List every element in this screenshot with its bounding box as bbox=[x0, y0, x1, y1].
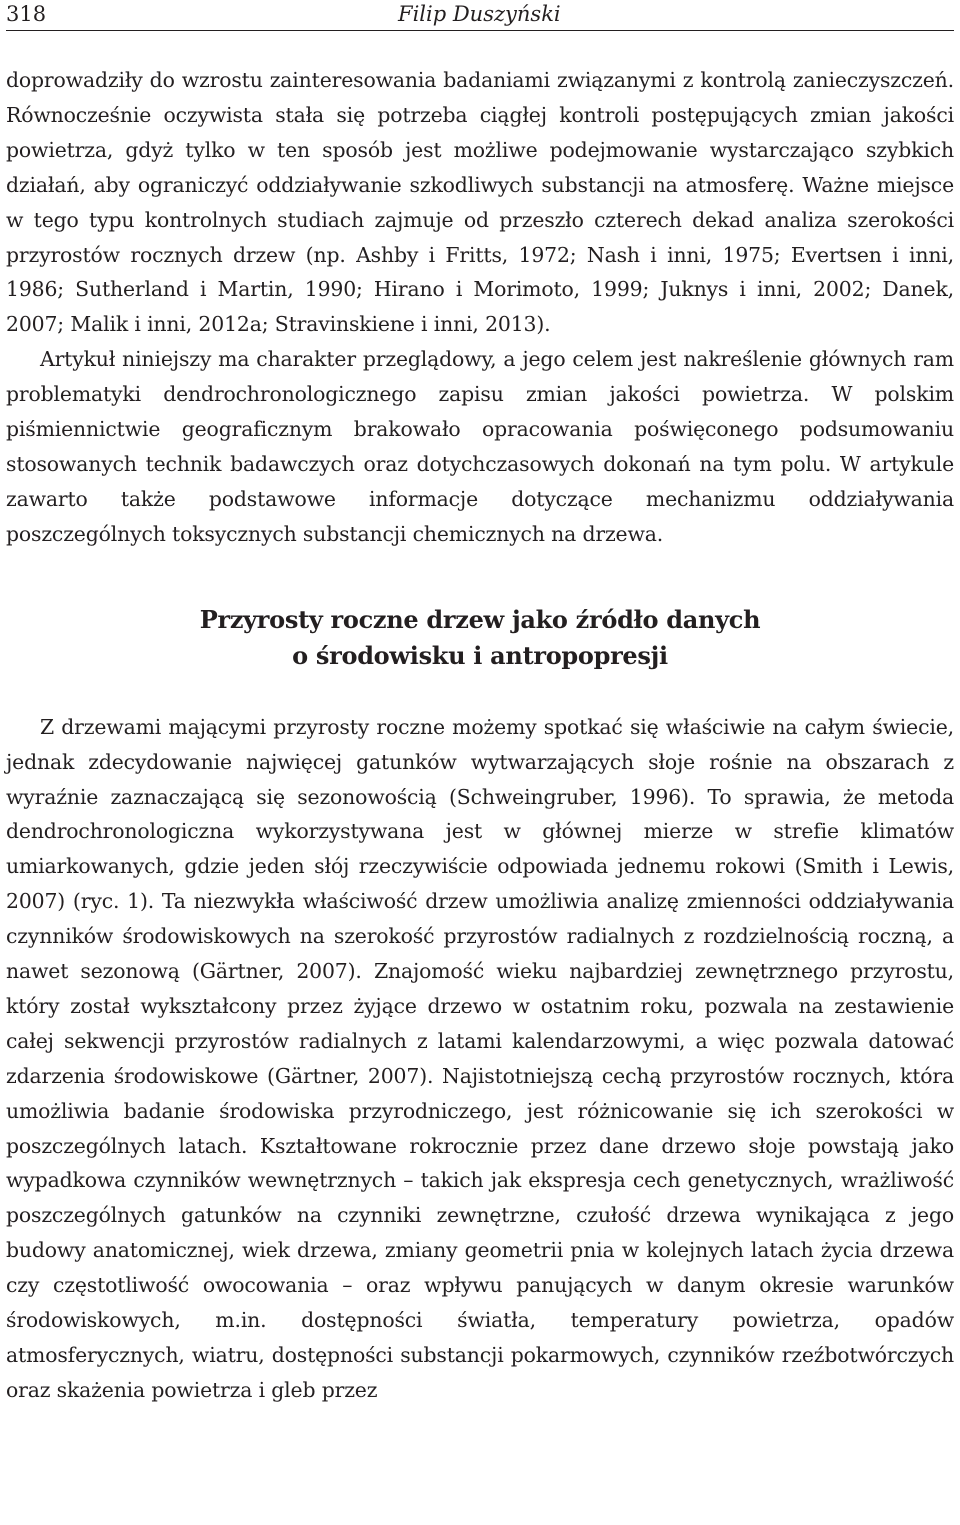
body-paragraph: Artykuł niniejszy ma charakter przeglądowy, a jego celem jest nakreślenie głównych ram problematyki dendrochronologicznego zapisu zmian jakości powietrza. W polskim piśmiennictwie geograficznym brakowało opracowania poświęconego podsumowaniu stosowanych technik badawczych oraz dotychczasowych dokonań na tym polu. W artykule zawarto także podstawowe informacje dotyczące mechanizmu oddziaływania poszczególnych toksycznych substancji chemicznych na drzewa. bbox=[6, 347, 954, 546]
document-page bbox=[6, 0, 954, 1408]
section-heading-line: o środowisku i antropopresji bbox=[292, 640, 668, 670]
body-paragraph: Z drzewami mającymi przyrosty roczne możemy spotkać się właściwie na całym świecie, jednak zdecydowanie najwięcej gatunków wytwarzających słoje rośnie na obszarach z wyraźnie zaznaczającą się sezonowością (Schweingruber, 1996). To sprawia, że metoda dendrochronologiczna wykorzystywana jest w głównej mierze w strefie klimatów umiarkowanych, gdzie jeden słój rzeczywiście odpowiada jednemu rokowi (Smith i Lewis, 2007) (ryc. 1). Ta niezwykła właściwość drzew umożliwia analizę zmienności oddziaływania czynników środowiskowych na szerokość przyrostów radialnych z rozdzielnością roczną, a nawet sezonową (Gärtner, 2007). Znajomość wieku najbardziej zewnętrznego przyrostu, który został wykształcony przez żyjące drzewo w ostatnim roku, pozwala na zestawienie całej sekwencji przyrostów radialnych z latami kalendarzowymi, a więc pozwala datować zdarzenia środowiskowe (Gärtner, 2007). Najistotniejszą cechą przyrostów rocznych, która umożliwia badanie środowiska przyrodniczego, jest różnicowanie się ich szerokości w poszczególnych latach. Kształtowane rokrocznie przez dane drzewo słoje powstają jako wypadkowa czynników wewnętrznych – takich jak ekspresja cech genetycznych, wrażliwość poszczególnych gatunków na czynniki zewnętrzne, czułość drzewa wynikająca z jego budowy anatomicznej, wiek drzewa, zmiany geometrii pnia w kolejnych latach życia drzewa czy częstotliwość owocowania – oraz wpływu panujących w danym okresie warunków środowiskowych, m.in. dostępności światła, temperatury powietrza, opadów atmosferycznych, wiatru, dostępności substancji pokarmowych, czynników rzeźbotwórczych oraz skażenia powietrza i gleb przez bbox=[6, 714, 954, 1402]
body-paragraph: doprowadziły do wzrostu zainteresowania badaniami związanymi z kontrolą zanieczyszczeń. Równocześnie oczywista stała się potrzeba ciągłej kontroli postępujących zmian jakości powietrza, gdyż tylko w ten sposób jest możliwe podejmowanie wystarczająco szybkich działań, aby ograniczyć oddziaływanie szkodliwych substancji na atmosferę. Ważne miejsce w tego typu kontrolnych studiach zajmuje od przeszło czterech dekad analiza szerokości przyrostów rocznych drzew (np. Ashby i Fritts, 1972; Nash i inni, 1975; Evertsen i inni, 1986; Sutherland i Martin, 1990; Hirano i Morimoto, 1999; Juknys i inni, 2002; Danek, 2007; Malik i inni, 2012a; Stravinskiene i inni, 2013). bbox=[6, 68, 954, 337]
section-heading bbox=[6, 602, 954, 674]
running-header bbox=[6, 0, 954, 31]
page-number: 318 bbox=[6, 2, 47, 26]
running-head-author: Filip Duszyński bbox=[398, 2, 561, 26]
section-heading-line: Przyrosty roczne drzew jako źródło danych bbox=[199, 604, 761, 634]
